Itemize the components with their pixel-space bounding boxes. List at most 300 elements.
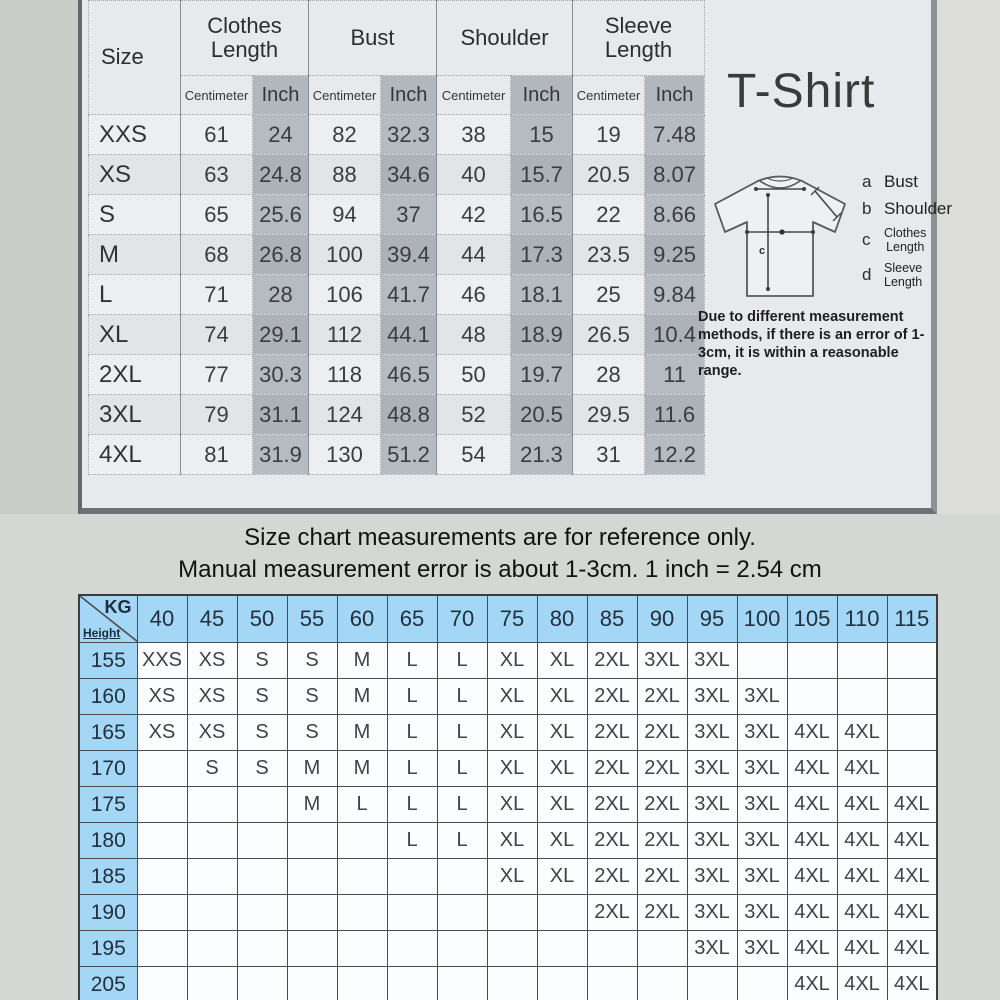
recommended-size-cell: XS bbox=[187, 643, 237, 679]
size-table-row bbox=[89, 155, 705, 195]
size-value-inch: 17.3 bbox=[511, 235, 573, 275]
recommended-size-cell: 3XL bbox=[687, 895, 737, 931]
recommended-size-cell bbox=[237, 967, 287, 1000]
size-value-centimeter: 81 bbox=[181, 435, 253, 475]
size-table-row bbox=[89, 355, 705, 395]
recommended-size-cell: XL bbox=[537, 823, 587, 859]
recommended-size-cell: L bbox=[337, 787, 387, 823]
recommended-size-cell bbox=[137, 823, 187, 859]
height-row bbox=[79, 967, 937, 1000]
recommended-size-cell bbox=[437, 931, 487, 967]
weight-column-header: 50 bbox=[237, 595, 287, 643]
recommended-size-cell: 4XL bbox=[887, 859, 937, 895]
recommended-size-cell: 3XL bbox=[737, 859, 787, 895]
weight-column-header: 70 bbox=[437, 595, 487, 643]
recommended-size-cell bbox=[687, 967, 737, 1000]
recommended-size-cell: S bbox=[187, 751, 237, 787]
size-chart-panel bbox=[78, 0, 953, 514]
size-value-inch: 31.1 bbox=[253, 395, 309, 435]
size-value-centimeter: 118 bbox=[309, 355, 381, 395]
size-value-inch: 21.3 bbox=[511, 435, 573, 475]
recommended-size-cell bbox=[637, 931, 687, 967]
recommended-size-cell bbox=[137, 787, 187, 823]
size-value-centimeter: 28 bbox=[573, 355, 645, 395]
measurement-legend bbox=[862, 172, 953, 296]
recommended-size-cell: 4XL bbox=[787, 931, 837, 967]
recommended-size-cell: 2XL bbox=[637, 715, 687, 751]
unit-header-centimeter: Centimeter bbox=[437, 76, 511, 115]
size-value-inch: 8.07 bbox=[645, 155, 705, 195]
recommended-size-cell bbox=[437, 967, 487, 1000]
legend-label bbox=[884, 199, 952, 219]
recommended-size-cell: 3XL bbox=[687, 859, 737, 895]
recommended-size-cell bbox=[137, 895, 187, 931]
recommended-size-cell: 2XL bbox=[587, 859, 637, 895]
size-label: 3XL bbox=[89, 395, 181, 435]
height-row bbox=[79, 715, 937, 751]
recommended-size-cell: 4XL bbox=[887, 787, 937, 823]
recommended-size-cell bbox=[187, 931, 237, 967]
height-row-header: 165 bbox=[79, 715, 137, 751]
recommended-size-cell bbox=[237, 895, 287, 931]
recommended-size-cell: 4XL bbox=[887, 931, 937, 967]
recommended-size-cell: L bbox=[437, 679, 487, 715]
recommended-size-cell: XL bbox=[537, 751, 587, 787]
height-row-header: 155 bbox=[79, 643, 137, 679]
recommended-size-cell: 3XL bbox=[737, 679, 787, 715]
recommended-size-cell bbox=[237, 859, 287, 895]
recommended-size-cell bbox=[587, 931, 637, 967]
size-value-centimeter: 63 bbox=[181, 155, 253, 195]
weight-column-header: 95 bbox=[687, 595, 737, 643]
recommended-size-cell: 2XL bbox=[587, 643, 637, 679]
recommended-size-cell bbox=[737, 643, 787, 679]
recommended-size-cell bbox=[737, 967, 787, 1000]
recommended-size-cell: 4XL bbox=[787, 715, 837, 751]
size-value-inch: 15.7 bbox=[511, 155, 573, 195]
legend-label-line: Length bbox=[886, 240, 925, 254]
size-value-inch: 31.9 bbox=[253, 435, 309, 475]
recommended-size-cell: 3XL bbox=[687, 931, 737, 967]
legend-key: a bbox=[862, 172, 872, 191]
recommended-size-cell: 3XL bbox=[687, 787, 737, 823]
size-table-row bbox=[89, 235, 705, 275]
legend-label-line: Shoulder bbox=[884, 199, 953, 218]
size-value-inch: 12.2 bbox=[645, 435, 705, 475]
recommended-size-cell bbox=[237, 931, 287, 967]
legend-label bbox=[884, 261, 922, 289]
recommended-size-cell: L bbox=[387, 787, 437, 823]
recommended-size-cell: 4XL bbox=[787, 751, 837, 787]
weight-column-header: 45 bbox=[187, 595, 237, 643]
recommended-size-cell bbox=[187, 787, 237, 823]
recommended-size-cell bbox=[787, 643, 837, 679]
size-label: 4XL bbox=[89, 435, 181, 475]
size-value-centimeter: 42 bbox=[437, 195, 511, 235]
recommended-size-cell: XS bbox=[187, 679, 237, 715]
size-value-centimeter: 26.5 bbox=[573, 315, 645, 355]
legend-label-line: Length bbox=[884, 275, 923, 289]
size-value-centimeter: 82 bbox=[309, 115, 381, 155]
recommended-size-cell: 2XL bbox=[587, 679, 637, 715]
recommended-size-cell: 4XL bbox=[787, 967, 837, 1000]
height-row bbox=[79, 751, 937, 787]
recommended-size-cell bbox=[137, 859, 187, 895]
legend-key: b bbox=[862, 199, 872, 218]
recommended-size-cell: L bbox=[387, 751, 437, 787]
size-value-inch: 25.6 bbox=[253, 195, 309, 235]
size-value-centimeter: 100 bbox=[309, 235, 381, 275]
recommended-size-cell: 4XL bbox=[837, 787, 887, 823]
weight-column-header: 90 bbox=[637, 595, 687, 643]
recommended-size-cell: S bbox=[287, 679, 337, 715]
recommended-size-cell bbox=[237, 787, 287, 823]
size-value-inch: 41.7 bbox=[381, 275, 437, 315]
disclaimer-line1: Size chart measurements are for reference only. bbox=[244, 524, 756, 551]
size-value-centimeter: 25 bbox=[573, 275, 645, 315]
height-row bbox=[79, 679, 937, 715]
recommended-size-cell: 3XL bbox=[737, 895, 787, 931]
recommended-size-cell: XL bbox=[487, 859, 537, 895]
recommended-size-cell bbox=[787, 679, 837, 715]
size-value-centimeter: 22 bbox=[573, 195, 645, 235]
recommended-size-cell: XL bbox=[537, 679, 587, 715]
size-label: XXS bbox=[89, 115, 181, 155]
size-value-centimeter: 106 bbox=[309, 275, 381, 315]
size-value-inch: 46.5 bbox=[381, 355, 437, 395]
size-value-inch: 8.66 bbox=[645, 195, 705, 235]
size-value-inch: 51.2 bbox=[381, 435, 437, 475]
unit-header-inch: Inch bbox=[381, 76, 437, 115]
corner-height-label: Height bbox=[83, 626, 121, 640]
legend-row bbox=[862, 199, 953, 219]
recommended-size-cell: S bbox=[237, 715, 287, 751]
size-value-centimeter: 52 bbox=[437, 395, 511, 435]
height-row-header: 170 bbox=[79, 751, 137, 787]
recommended-size-cell bbox=[287, 895, 337, 931]
weight-column-header: 60 bbox=[337, 595, 387, 643]
legend-key: d bbox=[862, 265, 872, 284]
recommended-size-cell: 2XL bbox=[587, 787, 637, 823]
weight-column-header: 110 bbox=[837, 595, 887, 643]
recommended-size-cell: XS bbox=[137, 715, 187, 751]
size-value-centimeter: 23.5 bbox=[573, 235, 645, 275]
recommended-size-cell bbox=[537, 895, 587, 931]
size-label: XL bbox=[89, 315, 181, 355]
recommended-size-cell: 4XL bbox=[837, 715, 887, 751]
recommended-size-cell: 2XL bbox=[587, 751, 637, 787]
weight-column-header: 75 bbox=[487, 595, 537, 643]
recommended-size-cell bbox=[337, 823, 387, 859]
recommended-size-cell: S bbox=[237, 679, 287, 715]
size-value-inch: 11 bbox=[645, 355, 705, 395]
height-weight-size-table bbox=[78, 594, 938, 1000]
size-value-centimeter: 77 bbox=[181, 355, 253, 395]
column-header-bust: Bust bbox=[309, 1, 437, 76]
recommended-size-cell: 4XL bbox=[837, 823, 887, 859]
recommended-size-cell bbox=[237, 823, 287, 859]
size-value-inch: 9.84 bbox=[645, 275, 705, 315]
recommended-size-cell: L bbox=[437, 823, 487, 859]
recommended-size-cell bbox=[337, 931, 387, 967]
weight-column-header: 65 bbox=[387, 595, 437, 643]
recommended-size-cell: 4XL bbox=[787, 895, 837, 931]
measurement-note: Due to different measurement methods, if there is an error of 1-3cm, it is within a reasonable range. bbox=[698, 309, 925, 380]
recommended-size-cell bbox=[537, 967, 587, 1000]
size-value-centimeter: 44 bbox=[437, 235, 511, 275]
recommended-size-cell bbox=[587, 967, 637, 1000]
size-label: S bbox=[89, 195, 181, 235]
recommended-size-cell: M bbox=[287, 751, 337, 787]
recommended-size-cell bbox=[387, 859, 437, 895]
recommended-size-cell bbox=[537, 931, 587, 967]
legend-label-line: Clothes bbox=[884, 226, 927, 240]
garment-size-table bbox=[88, 0, 705, 475]
recommended-size-cell: 4XL bbox=[787, 823, 837, 859]
recommended-size-cell: M bbox=[337, 751, 387, 787]
size-value-centimeter: 68 bbox=[181, 235, 253, 275]
size-table-row bbox=[89, 315, 705, 355]
legend-row bbox=[862, 172, 948, 192]
recommended-size-cell: XL bbox=[487, 751, 537, 787]
size-value-inch: 32.3 bbox=[381, 115, 437, 155]
size-value-inch: 20.5 bbox=[511, 395, 573, 435]
recommended-size-cell bbox=[187, 823, 237, 859]
disclaimer-line2: Manual measurement error is about 1-3cm. 1 inch = 2.54 cm bbox=[178, 556, 822, 583]
tshirt-title: T-Shirt bbox=[727, 65, 876, 118]
size-label: M bbox=[89, 235, 181, 275]
height-row bbox=[79, 931, 937, 967]
size-value-centimeter: 71 bbox=[181, 275, 253, 315]
recommended-size-cell: L bbox=[387, 715, 437, 751]
recommended-size-cell bbox=[437, 895, 487, 931]
size-value-centimeter: 40 bbox=[437, 155, 511, 195]
recommended-size-cell bbox=[837, 643, 887, 679]
size-label: L bbox=[89, 275, 181, 315]
recommended-size-cell: 3XL bbox=[737, 787, 787, 823]
recommended-size-cell: 2XL bbox=[637, 751, 687, 787]
recommended-size-cell: L bbox=[437, 643, 487, 679]
recommended-size-cell bbox=[137, 751, 187, 787]
height-row bbox=[79, 787, 937, 823]
size-value-centimeter: 65 bbox=[181, 195, 253, 235]
size-value-inch: 16.5 bbox=[511, 195, 573, 235]
recommended-size-cell: S bbox=[287, 643, 337, 679]
recommended-size-cell: XL bbox=[537, 715, 587, 751]
size-value-centimeter: 124 bbox=[309, 395, 381, 435]
size-value-inch: 18.9 bbox=[511, 315, 573, 355]
size-value-centimeter: 46 bbox=[437, 275, 511, 315]
recommended-size-cell: 4XL bbox=[837, 967, 887, 1000]
height-row bbox=[79, 859, 937, 895]
size-table-row bbox=[89, 115, 705, 155]
size-value-centimeter: 94 bbox=[309, 195, 381, 235]
recommended-size-cell bbox=[887, 679, 937, 715]
recommended-size-cell: XS bbox=[137, 679, 187, 715]
recommended-size-cell: XL bbox=[487, 823, 537, 859]
size-value-centimeter: 50 bbox=[437, 355, 511, 395]
weight-column-header: 85 bbox=[587, 595, 637, 643]
recommended-size-cell: L bbox=[437, 787, 487, 823]
recommended-size-cell: XS bbox=[187, 715, 237, 751]
recommended-size-cell: XL bbox=[487, 715, 537, 751]
recommended-size-cell: XL bbox=[537, 643, 587, 679]
height-row bbox=[79, 643, 937, 679]
size-value-centimeter: 74 bbox=[181, 315, 253, 355]
recommended-size-cell: 2XL bbox=[587, 823, 637, 859]
size-value-centimeter: 79 bbox=[181, 395, 253, 435]
recommended-size-cell: XL bbox=[537, 787, 587, 823]
size-value-inch: 9.25 bbox=[645, 235, 705, 275]
size-value-inch: 7.48 bbox=[645, 115, 705, 155]
unit-header-centimeter: Centimeter bbox=[573, 76, 645, 115]
size-value-centimeter: 38 bbox=[437, 115, 511, 155]
legend-key: c bbox=[862, 230, 871, 249]
weight-column-header: 100 bbox=[737, 595, 787, 643]
legend-row bbox=[862, 226, 948, 254]
legend-label-line: Sleeve bbox=[884, 261, 923, 275]
recommended-size-cell: XL bbox=[487, 787, 537, 823]
size-value-inch: 18.1 bbox=[511, 275, 573, 315]
recommended-size-cell bbox=[287, 823, 337, 859]
recommended-size-cell: 2XL bbox=[637, 787, 687, 823]
recommended-size-cell: 3XL bbox=[687, 823, 737, 859]
recommended-size-cell bbox=[487, 895, 537, 931]
recommended-size-cell: 2XL bbox=[587, 895, 637, 931]
size-table-row bbox=[89, 275, 705, 315]
recommended-size-cell: L bbox=[387, 823, 437, 859]
size-value-inch: 10.4 bbox=[645, 315, 705, 355]
recommended-size-cell bbox=[187, 895, 237, 931]
recommended-size-cell: 3XL bbox=[687, 715, 737, 751]
recommended-size-cell: XXS bbox=[137, 643, 187, 679]
recommended-size-cell: S bbox=[237, 751, 287, 787]
tshirt-diagram-icon bbox=[698, 168, 862, 310]
recommended-size-cell: 3XL bbox=[687, 751, 737, 787]
size-value-inch: 24.8 bbox=[253, 155, 309, 195]
recommended-size-cell: XL bbox=[487, 679, 537, 715]
size-value-centimeter: 130 bbox=[309, 435, 381, 475]
recommended-size-cell: XL bbox=[537, 859, 587, 895]
size-value-centimeter: 88 bbox=[309, 155, 381, 195]
size-table-row bbox=[89, 435, 705, 475]
recommended-size-cell: 3XL bbox=[737, 823, 787, 859]
recommended-size-cell bbox=[437, 859, 487, 895]
unit-header-inch: Inch bbox=[645, 76, 705, 115]
size-value-inch: 24 bbox=[253, 115, 309, 155]
recommended-size-cell bbox=[887, 643, 937, 679]
recommended-size-cell: 4XL bbox=[837, 751, 887, 787]
recommended-size-cell bbox=[137, 931, 187, 967]
size-value-inch: 26.8 bbox=[253, 235, 309, 275]
height-row-header: 185 bbox=[79, 859, 137, 895]
legend-label bbox=[884, 172, 918, 192]
unit-header-centimeter: Centimeter bbox=[181, 76, 253, 115]
recommended-size-cell: M bbox=[337, 679, 387, 715]
column-header-shoulder: Shoulder bbox=[437, 1, 573, 76]
unit-header-centimeter: Centimeter bbox=[309, 76, 381, 115]
weight-column-header: 115 bbox=[887, 595, 937, 643]
legend-label bbox=[884, 226, 926, 254]
recommended-size-cell: 4XL bbox=[837, 895, 887, 931]
size-value-centimeter: 19 bbox=[573, 115, 645, 155]
recommended-size-cell bbox=[187, 967, 237, 1000]
column-header-sleeve-length: Sleeve Length bbox=[573, 1, 705, 76]
recommended-size-cell bbox=[187, 859, 237, 895]
recommended-size-cell: L bbox=[387, 679, 437, 715]
size-value-centimeter: 112 bbox=[309, 315, 381, 355]
height-row-header: 205 bbox=[79, 967, 137, 1000]
size-value-inch: 15 bbox=[511, 115, 573, 155]
size-value-inch: 19.7 bbox=[511, 355, 573, 395]
recommended-size-cell: 2XL bbox=[637, 823, 687, 859]
recommended-size-cell: L bbox=[437, 751, 487, 787]
recommended-size-cell bbox=[487, 931, 537, 967]
recommended-size-cell: 2XL bbox=[637, 895, 687, 931]
legend-label-line: Bust bbox=[884, 172, 919, 191]
recommended-size-cell: L bbox=[437, 715, 487, 751]
corner-kg-label: KG bbox=[104, 597, 132, 617]
size-value-inch: 48.8 bbox=[381, 395, 437, 435]
recommended-size-cell: 3XL bbox=[687, 679, 737, 715]
recommended-size-cell bbox=[337, 967, 387, 1000]
recommended-size-cell bbox=[287, 859, 337, 895]
recommended-size-cell: 3XL bbox=[687, 643, 737, 679]
height-row-header: 190 bbox=[79, 895, 137, 931]
recommended-size-cell bbox=[287, 967, 337, 1000]
recommended-size-cell: 4XL bbox=[787, 787, 837, 823]
recommended-size-cell: M bbox=[287, 787, 337, 823]
size-table-row bbox=[89, 195, 705, 235]
size-value-centimeter: 61 bbox=[181, 115, 253, 155]
corner-cell bbox=[79, 595, 137, 643]
recommended-size-cell: L bbox=[387, 643, 437, 679]
recommended-size-cell bbox=[137, 967, 187, 1000]
weight-column-header: 40 bbox=[137, 595, 187, 643]
size-label: 2XL bbox=[89, 355, 181, 395]
weight-column-header: 80 bbox=[537, 595, 587, 643]
recommended-size-cell: 4XL bbox=[837, 931, 887, 967]
unit-header-inch: Inch bbox=[253, 76, 309, 115]
size-table-row bbox=[89, 395, 705, 435]
legend-row bbox=[862, 261, 948, 289]
height-row-header: 175 bbox=[79, 787, 137, 823]
size-value-centimeter: 20.5 bbox=[573, 155, 645, 195]
recommended-size-cell: 4XL bbox=[837, 859, 887, 895]
size-value-centimeter: 31 bbox=[573, 435, 645, 475]
size-value-inch: 39.4 bbox=[381, 235, 437, 275]
size-value-inch: 34.6 bbox=[381, 155, 437, 195]
weight-column-header: 55 bbox=[287, 595, 337, 643]
recommended-size-cell: 2XL bbox=[637, 679, 687, 715]
size-value-inch: 11.6 bbox=[645, 395, 705, 435]
height-row bbox=[79, 895, 937, 931]
height-row-header: 195 bbox=[79, 931, 137, 967]
recommended-size-cell: M bbox=[337, 643, 387, 679]
recommended-size-cell bbox=[287, 931, 337, 967]
height-row bbox=[79, 823, 937, 859]
recommended-size-cell: XL bbox=[487, 643, 537, 679]
height-row-header: 160 bbox=[79, 679, 137, 715]
recommended-size-cell bbox=[337, 859, 387, 895]
recommended-size-cell: 4XL bbox=[887, 823, 937, 859]
recommended-size-cell bbox=[387, 931, 437, 967]
recommended-size-cell bbox=[887, 715, 937, 751]
size-value-inch: 30.3 bbox=[253, 355, 309, 395]
unit-header-inch: Inch bbox=[511, 76, 573, 115]
recommended-size-cell: 2XL bbox=[587, 715, 637, 751]
recommended-size-cell: 4XL bbox=[887, 967, 937, 1000]
